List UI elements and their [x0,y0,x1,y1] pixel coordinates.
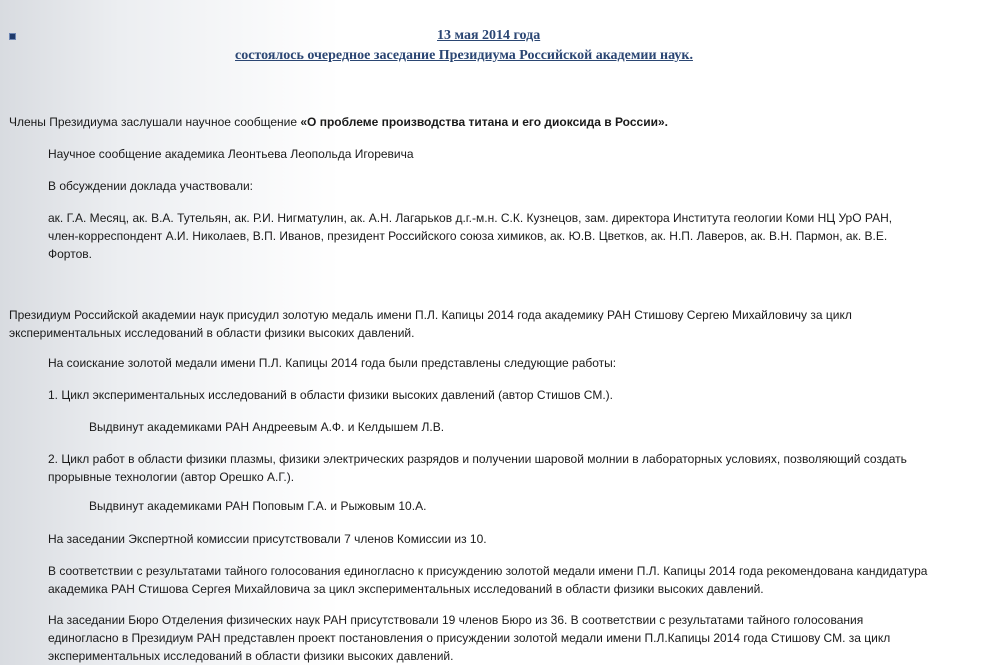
participants-paragraph [48,209,892,263]
nominations-label: На соискание золотой медали имени П.Л. Капицы 2014 года были представлены следующие работы: [48,356,617,370]
work-2-line: 2. Цикл работ в области физики плазмы, физики электрических разрядов и получении шаровой молнии в лабораторных условиях, позволяющий создать [48,452,907,466]
headline-date-link[interactable]: 13 мая 2014 года [437,28,541,43]
report-title: «О проблеме производства титана и его диоксида в России». [300,115,668,129]
bureau-line: На заседании Бюро Отделения физических наук РАН присутствовали 19 членов Бюро из 36. В соответствии с результатами тайного голосования [48,613,864,627]
award-line: Президиум Российской академии наук присудил золотую медаль имени П.Л. Капицы 2014 года академику РАН Стишову Сергею Михайловичу за цикл [9,308,852,322]
intro-paragraph [9,113,668,131]
commission-result [48,562,927,598]
commission-result-line: В соответствии с результатами тайного голосования единогласно к присуждению золотой медали имени П.Л. Капицы 2014 года рекомендована кандидатура [48,564,928,578]
work-2 [48,450,907,486]
headline-subtitle-link[interactable]: состоялось очередное заседание Президиума Российской академии наук. [235,48,693,63]
participants-line: Фортов. [48,247,92,261]
work-1-nominated: Выдвинут академиками РАН Андреевым А.Ф. и Келдышем Л.В. [89,420,445,434]
award-line: экспериментальных исследований в области физики высоких давлений. [9,326,415,340]
bureau-paragraph [48,611,890,665]
work-1: 1. Цикл экспериментальных исследований в области физики высоких давлений (автор Стишов СМ.). [48,388,613,402]
work-2-nominated: Выдвинут академиками РАН Поповым Г.А. и Рыжовым 10.А. [89,499,427,513]
discussion-label: В обсуждении доклада участвовали: [48,179,253,193]
intro-text: Члены Президиума заслушали научное сообщение [9,115,301,129]
bureau-line: единогласно в Президиум РАН представлен проект постановления о присуждении золотой медали имени П.Л.Капицы 2014 года Стишову СМ. за цикл [48,631,891,645]
bureau-line: экспериментальных исследований в области физики высоких давлений. [48,649,454,663]
commission-attendance: На заседании Экспертной комиссии присутствовали 7 членов Комиссии из 10. [48,532,487,546]
participants-line: ак. Г.А. Месяц, ак. В.А. Тутельян, ак. Р.И. Нигматулин, ак. А.Н. Лагарьков д.г.-м.н. С.К. Кузнецов, зам. директора Института геологии Коми НЦ УрО РАН, [48,211,893,225]
award-paragraph [9,306,852,342]
participants-line: член-корреспондент А.И. Николаев, В.П. Иванов, президент Российского союза химиков, ак. Ю.В. Цветков, ак. Н.П. Лаверов, ак. В.Н. Пармон, ак. В.Е. [48,229,888,243]
square-bullet-icon [9,33,16,40]
speaker-paragraph: Научное сообщение академика Леонтьева Леопольда Игоревича [48,147,414,161]
work-2-line: прорывные технологии (автор Орешко А.Г.). [48,470,295,484]
commission-result-line: академика РАН Стишова Сергея Михайловича за цикл экспериментальных исследований в области физики высоких давлений. [48,582,764,596]
